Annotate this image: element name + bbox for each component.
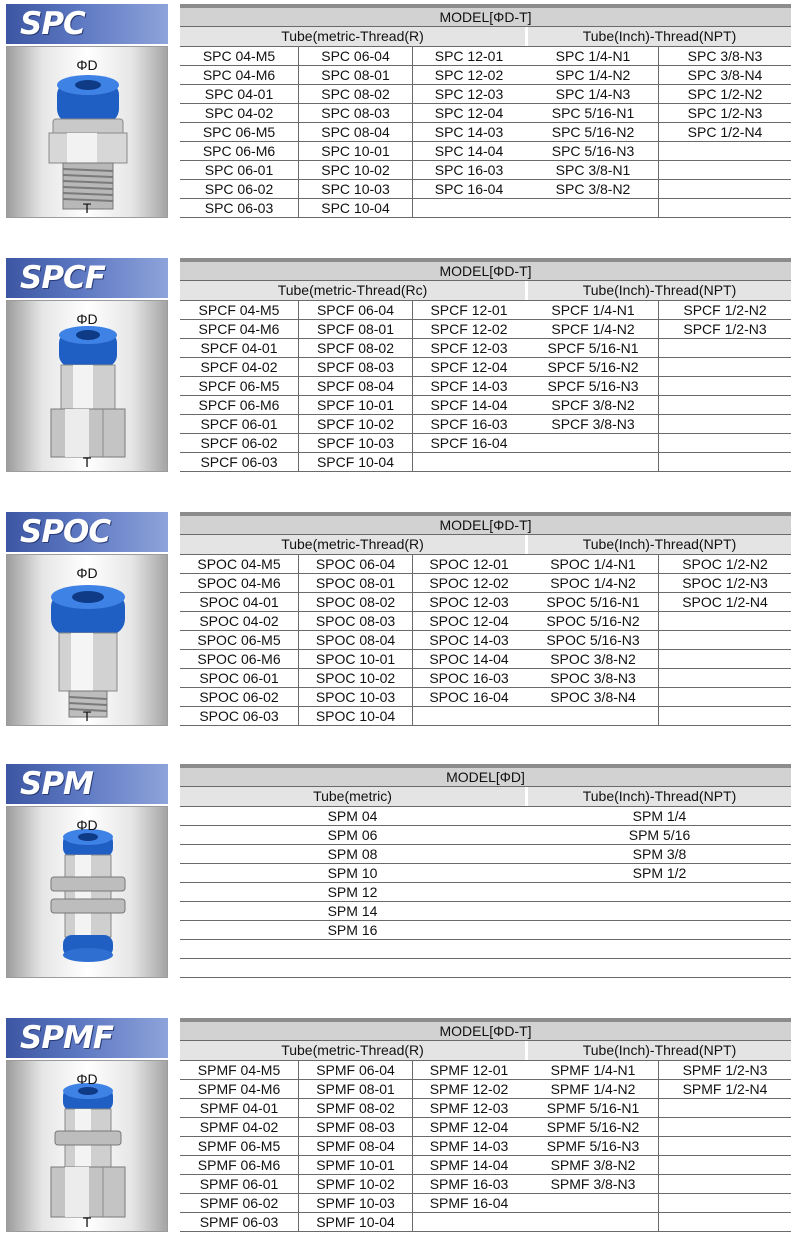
product-panel <box>6 764 168 978</box>
model-cell: SPCF 10-02 <box>298 415 412 433</box>
model-cell: SPOC 1/4-N2 <box>525 574 658 592</box>
diameter-label: ΦD <box>76 817 98 833</box>
table-body <box>180 301 791 472</box>
model-cell: SPC 3/8-N2 <box>525 180 658 198</box>
model-cell: SPC 3/8-N4 <box>658 66 791 84</box>
table-row <box>180 688 791 707</box>
model-cell <box>658 1118 791 1136</box>
product-panel <box>6 1018 168 1232</box>
model-cell: SPC 08-02 <box>298 85 412 103</box>
metric-column-header: Tube(metric) <box>313 788 392 804</box>
model-cell <box>658 612 791 630</box>
model-cell <box>412 707 525 725</box>
model-cell: SPC 10-04 <box>298 199 412 217</box>
model-cell: SPMF 3/8-N3 <box>525 1175 658 1193</box>
table-row <box>180 1175 791 1194</box>
model-cell <box>525 959 791 977</box>
model-cell: SPMF 04-M6 <box>197 1081 281 1097</box>
model-cell: SPOC 14-04 <box>412 650 525 668</box>
model-cell: SPOC 12-02 <box>412 574 525 592</box>
model-cell <box>658 669 791 687</box>
model-cell: SPCF 04-02 <box>200 359 278 375</box>
model-cell: SPOC 06-02 <box>199 689 279 705</box>
model-cell: SPCF 1/4-N2 <box>525 320 658 338</box>
model-cell: SPC 14-03 <box>412 123 525 141</box>
model-cell: SPOC 10-03 <box>298 688 412 706</box>
table-row <box>180 807 791 826</box>
model-cell: SPC 12-03 <box>412 85 525 103</box>
model-cell <box>658 1137 791 1155</box>
model-cell: SPOC 5/16-N2 <box>525 612 658 630</box>
model-cell: SPOC 06-03 <box>199 708 279 724</box>
model-cell <box>412 1213 525 1231</box>
model-cell <box>525 1194 658 1212</box>
table-row <box>180 180 791 199</box>
model-cell <box>525 434 658 452</box>
model-cell: SPC 16-04 <box>412 180 525 198</box>
model-cell: SPOC 06-M5 <box>197 632 281 648</box>
model-cell: SPOC 04-01 <box>199 594 279 610</box>
model-cell: SPMF 12-02 <box>412 1080 525 1098</box>
model-cell: SPMF 12-03 <box>412 1099 525 1117</box>
model-cell: SPMF 16-03 <box>412 1175 525 1193</box>
model-cell: SPMF 14-04 <box>412 1156 525 1174</box>
model-cell <box>525 921 791 939</box>
thread-label: T <box>82 200 92 216</box>
model-cell: SPM 12 <box>327 884 378 900</box>
table-body <box>180 1061 791 1232</box>
product-code-title: SPCF <box>6 258 168 298</box>
model-table <box>180 512 791 726</box>
model-cell: SPC 12-02 <box>412 66 525 84</box>
table-row <box>180 434 791 453</box>
inch-column-header: Tube(Inch)-Thread(NPT) <box>525 1041 791 1060</box>
model-cell: SPMF 10-02 <box>298 1175 412 1193</box>
model-cell <box>658 631 791 649</box>
model-cell <box>658 358 791 376</box>
model-cell: SPMF 06-04 <box>298 1061 412 1079</box>
product-panel <box>6 4 168 218</box>
table-row <box>180 415 791 434</box>
diameter-label: ΦD <box>76 311 98 327</box>
model-cell: SPC 5/16-N3 <box>525 142 658 160</box>
model-cell: SPOC 1/2-N4 <box>658 593 791 611</box>
model-cell: SPCF 04-01 <box>200 340 278 356</box>
table-row <box>180 650 791 669</box>
model-cell: SPC 04-01 <box>204 86 274 102</box>
inch-column-header: Tube(Inch)-Thread(NPT) <box>525 535 791 554</box>
table-row <box>180 1061 791 1080</box>
table-row <box>180 612 791 631</box>
model-cell <box>658 688 791 706</box>
model-cell: SPOC 04-M6 <box>197 575 281 591</box>
model-cell: SPC 1/4-N2 <box>525 66 658 84</box>
model-cell: SPOC 1/4-N1 <box>525 555 658 573</box>
model-cell: SPOC 12-03 <box>412 593 525 611</box>
table-row <box>180 199 791 218</box>
model-cell: SPMF 14-03 <box>412 1137 525 1155</box>
model-cell <box>658 453 791 471</box>
model-cell: SPC 06-M5 <box>202 124 276 140</box>
model-cell <box>658 1213 791 1231</box>
model-cell: SPMF 08-04 <box>298 1137 412 1155</box>
model-cell: SPCF 16-03 <box>412 415 525 433</box>
model-cell: SPCF 06-01 <box>200 416 278 432</box>
product-code-title: SPC <box>6 4 168 44</box>
model-cell <box>658 1156 791 1174</box>
model-cell <box>658 199 791 217</box>
model-cell: SPM 1/4 <box>525 807 791 825</box>
model-cell <box>658 415 791 433</box>
metric-column-header: Tube(metric-Thread(R) <box>281 28 424 44</box>
column-group-headers <box>180 787 791 807</box>
model-cell: SPCF 3/8-N2 <box>525 396 658 414</box>
table-row <box>180 921 791 940</box>
model-cell: SPC 1/2-N4 <box>658 123 791 141</box>
model-cell: SPMF 06-02 <box>199 1195 279 1211</box>
diameter-label: ΦD <box>76 57 98 73</box>
model-cell: SPM 04 <box>327 808 378 824</box>
column-group-headers <box>180 27 791 47</box>
inch-column-header: Tube(Inch)-Thread(NPT) <box>525 281 791 300</box>
model-cell: SPMF 04-02 <box>199 1119 279 1135</box>
model-cell <box>658 377 791 395</box>
model-header: MODEL[ΦD] <box>180 768 791 787</box>
model-cell: SPCF 10-01 <box>298 396 412 414</box>
model-cell: SPC 12-01 <box>412 47 525 65</box>
model-cell: SPCF 5/16-N1 <box>525 339 658 357</box>
table-row <box>180 669 791 688</box>
model-cell: SPMF 1/4-N2 <box>525 1080 658 1098</box>
model-cell: SPC 06-M6 <box>202 143 276 159</box>
model-cell: SPOC 06-M6 <box>197 651 281 667</box>
model-cell: SPOC 04-M5 <box>197 556 281 572</box>
model-cell: SPMF 10-01 <box>298 1156 412 1174</box>
table-row <box>180 883 791 902</box>
thread-label: T <box>82 708 92 724</box>
diameter-label: ΦD <box>76 565 98 581</box>
table-row <box>180 66 791 85</box>
metric-column-header: Tube(metric-Thread(R) <box>281 1042 424 1058</box>
model-cell: SPC 1/2-N2 <box>658 85 791 103</box>
model-cell: SPMF 06-03 <box>199 1214 279 1230</box>
table-row <box>180 707 791 726</box>
model-cell: SPOC 06-01 <box>199 670 279 686</box>
model-cell: SPCF 16-04 <box>412 434 525 452</box>
table-row <box>180 631 791 650</box>
table-row <box>180 845 791 864</box>
model-cell: SPC 5/16-N1 <box>525 104 658 122</box>
model-cell <box>525 453 658 471</box>
model-cell: SPC 10-03 <box>298 180 412 198</box>
product-image <box>6 300 168 472</box>
table-row <box>180 1213 791 1232</box>
table-row <box>180 574 791 593</box>
table-body <box>180 555 791 726</box>
model-cell: SPMF 12-01 <box>412 1061 525 1079</box>
model-cell: SPC 14-04 <box>412 142 525 160</box>
product-image <box>6 46 168 218</box>
product-code-title: SPMF <box>6 1018 168 1058</box>
model-cell: SPOC 1/2-N3 <box>658 574 791 592</box>
table-row <box>180 902 791 921</box>
model-cell: SPC 1/4-N1 <box>525 47 658 65</box>
model-cell: SPC 04-M5 <box>202 48 276 64</box>
model-cell: SPCF 12-01 <box>412 301 525 319</box>
model-cell: SPCF 14-03 <box>412 377 525 395</box>
model-cell <box>658 339 791 357</box>
model-cell: SPOC 3/8-N3 <box>525 669 658 687</box>
model-cell: SPCF 08-04 <box>298 377 412 395</box>
model-header: MODEL[ΦD-T] <box>180 516 791 535</box>
product-image <box>6 1060 168 1232</box>
model-cell: SPMF 5/16-N3 <box>525 1137 658 1155</box>
model-cell <box>658 1194 791 1212</box>
model-cell: SPM 10 <box>327 865 378 881</box>
model-table <box>180 1018 791 1232</box>
column-group-headers <box>180 535 791 555</box>
model-cell: SPC 04-M6 <box>202 67 276 83</box>
model-cell: SPOC 12-04 <box>412 612 525 630</box>
model-cell: SPOC 16-03 <box>412 669 525 687</box>
model-cell <box>658 180 791 198</box>
model-cell <box>658 396 791 414</box>
table-row <box>180 1118 791 1137</box>
metric-column-header: Tube(metric-Thread(Rc) <box>277 282 428 298</box>
model-cell: SPOC 5/16-N3 <box>525 631 658 649</box>
table-row <box>180 1080 791 1099</box>
model-cell: SPC 10-01 <box>298 142 412 160</box>
model-cell: SPOC 06-04 <box>298 555 412 573</box>
model-cell: SPC 06-02 <box>204 181 274 197</box>
model-cell: SPC 1/4-N3 <box>525 85 658 103</box>
model-cell: SPCF 08-03 <box>298 358 412 376</box>
model-cell: SPOC 1/2-N2 <box>658 555 791 573</box>
model-cell: SPC 04-02 <box>204 105 274 121</box>
model-cell <box>525 707 658 725</box>
model-cell: SPMF 06-M6 <box>197 1157 281 1173</box>
model-cell: SPCF 1/4-N1 <box>525 301 658 319</box>
model-cell: SPCF 10-04 <box>298 453 412 471</box>
model-cell: SPM 3/8 <box>525 845 791 863</box>
model-table <box>180 4 791 218</box>
model-cell: SPCF 12-02 <box>412 320 525 338</box>
table-row <box>180 377 791 396</box>
model-cell: SPM 1/2 <box>525 864 791 882</box>
inch-column-header: Tube(Inch)-Thread(NPT) <box>525 27 791 46</box>
model-cell <box>180 959 525 977</box>
table-row <box>180 1137 791 1156</box>
model-cell: SPOC 08-01 <box>298 574 412 592</box>
table-row <box>180 864 791 883</box>
table-row <box>180 358 791 377</box>
model-cell: SPOC 12-01 <box>412 555 525 573</box>
model-cell: SPOC 10-04 <box>298 707 412 725</box>
model-cell: SPMF 1/2-N4 <box>658 1080 791 1098</box>
model-cell: SPCF 04-M6 <box>198 321 280 337</box>
model-cell <box>525 902 791 920</box>
model-header: MODEL[ΦD-T] <box>180 8 791 27</box>
model-cell: SPOC 08-03 <box>298 612 412 630</box>
model-cell: SPMF 10-04 <box>298 1213 412 1231</box>
model-cell: SPC 08-01 <box>298 66 412 84</box>
model-cell: SPCF 5/16-N3 <box>525 377 658 395</box>
table-row <box>180 339 791 358</box>
model-cell: SPC 08-03 <box>298 104 412 122</box>
diameter-label: ΦD <box>76 1071 98 1087</box>
model-cell: SPMF 04-M5 <box>197 1062 281 1078</box>
model-cell: SPC 10-02 <box>298 161 412 179</box>
model-cell: SPOC 10-02 <box>298 669 412 687</box>
model-cell: SPOC 3/8-N4 <box>525 688 658 706</box>
model-cell: SPM 5/16 <box>525 826 791 844</box>
table-row <box>180 1099 791 1118</box>
model-cell: SPMF 12-04 <box>412 1118 525 1136</box>
model-cell: SPCF 12-04 <box>412 358 525 376</box>
model-cell: SPMF 5/16-N1 <box>525 1099 658 1117</box>
table-row <box>180 555 791 574</box>
model-cell: SPCF 04-M5 <box>198 302 280 318</box>
model-cell: SPCF 12-03 <box>412 339 525 357</box>
model-cell: SPC 12-04 <box>412 104 525 122</box>
model-cell <box>658 1099 791 1117</box>
model-cell: SPCF 06-M5 <box>198 378 280 394</box>
model-cell: SPC 06-01 <box>204 162 274 178</box>
model-cell: SPCF 08-01 <box>298 320 412 338</box>
model-cell: SPM 08 <box>327 846 378 862</box>
column-group-headers <box>180 1041 791 1061</box>
model-cell: SPC 08-04 <box>298 123 412 141</box>
model-cell: SPC 5/16-N2 <box>525 123 658 141</box>
model-cell <box>525 1213 658 1231</box>
table-body <box>180 807 791 978</box>
model-cell: SPMF 08-03 <box>298 1118 412 1136</box>
model-cell: SPM 16 <box>327 922 378 938</box>
thread-label: T <box>82 454 92 470</box>
model-cell: SPMF 1/2-N3 <box>658 1061 791 1079</box>
model-cell: SPMF 06-01 <box>199 1176 279 1192</box>
model-cell: SPOC 14-03 <box>412 631 525 649</box>
model-cell <box>658 161 791 179</box>
product-code-title: SPOC <box>6 512 168 552</box>
model-cell: SPOC 3/8-N2 <box>525 650 658 668</box>
model-cell: SPMF 16-04 <box>412 1194 525 1212</box>
metric-column-header: Tube(metric-Thread(R) <box>281 536 424 552</box>
model-cell: SPCF 06-02 <box>200 435 278 451</box>
model-cell <box>658 142 791 160</box>
table-row <box>180 826 791 845</box>
model-cell <box>658 1175 791 1193</box>
model-cell: SPOC 16-04 <box>412 688 525 706</box>
model-cell <box>525 940 791 958</box>
table-row <box>180 320 791 339</box>
model-cell <box>658 434 791 452</box>
model-cell: SPC 1/2-N3 <box>658 104 791 122</box>
model-cell: SPC 3/8-N1 <box>525 161 658 179</box>
model-cell: SPMF 06-M5 <box>197 1138 281 1154</box>
model-cell: SPOC 08-04 <box>298 631 412 649</box>
model-cell <box>412 453 525 471</box>
model-cell: SPCF 1/2-N3 <box>658 320 791 338</box>
table-row <box>180 161 791 180</box>
model-cell <box>658 650 791 668</box>
model-header: MODEL[ΦD-T] <box>180 1022 791 1041</box>
model-cell: SPC 3/8-N3 <box>658 47 791 65</box>
table-row <box>180 301 791 320</box>
model-cell: SPCF 5/16-N2 <box>525 358 658 376</box>
product-panel <box>6 512 168 726</box>
product-panel <box>6 258 168 472</box>
table-row <box>180 85 791 104</box>
inch-column-header: Tube(Inch)-Thread(NPT) <box>525 787 791 806</box>
model-cell: SPMF 1/4-N1 <box>525 1061 658 1079</box>
model-cell: SPCF 1/2-N2 <box>658 301 791 319</box>
model-cell: SPCF 06-03 <box>200 454 278 470</box>
model-cell: SPOC 5/16-N1 <box>525 593 658 611</box>
model-cell: SPC 06-03 <box>204 200 274 216</box>
model-cell: SPCF 06-04 <box>298 301 412 319</box>
product-image <box>6 806 168 978</box>
model-cell: SPC 16-03 <box>412 161 525 179</box>
model-cell: SPC 06-04 <box>298 47 412 65</box>
table-row <box>180 104 791 123</box>
table-row <box>180 593 791 612</box>
table-row <box>180 47 791 66</box>
model-cell: SPMF 08-02 <box>298 1099 412 1117</box>
product-code-title: SPM <box>6 764 168 804</box>
model-cell <box>525 883 791 901</box>
table-row <box>180 1194 791 1213</box>
model-cell: SPM 14 <box>327 903 378 919</box>
model-cell: SPOC 04-02 <box>199 613 279 629</box>
table-row <box>180 142 791 161</box>
model-cell: SPCF 10-03 <box>298 434 412 452</box>
model-cell <box>412 199 525 217</box>
thread-label: T <box>82 1214 92 1230</box>
model-cell: SPMF 08-01 <box>298 1080 412 1098</box>
product-image <box>6 554 168 726</box>
model-cell: SPMF 10-03 <box>298 1194 412 1212</box>
model-cell: SPMF 5/16-N2 <box>525 1118 658 1136</box>
model-cell: SPMF 3/8-N2 <box>525 1156 658 1174</box>
model-cell: SPMF 04-01 <box>199 1100 279 1116</box>
model-cell: SPCF 14-04 <box>412 396 525 414</box>
table-row <box>180 959 791 978</box>
table-row <box>180 396 791 415</box>
model-cell: SPM 06 <box>327 827 378 843</box>
model-header: MODEL[ΦD-T] <box>180 262 791 281</box>
model-cell <box>525 199 658 217</box>
model-cell: SPOC 08-02 <box>298 593 412 611</box>
model-cell: SPOC 10-01 <box>298 650 412 668</box>
column-group-headers <box>180 281 791 301</box>
model-cell: SPCF 3/8-N3 <box>525 415 658 433</box>
model-cell <box>658 707 791 725</box>
model-cell: SPCF 08-02 <box>298 339 412 357</box>
model-table <box>180 764 791 978</box>
table-row <box>180 453 791 472</box>
table-row <box>180 940 791 959</box>
table-row <box>180 1156 791 1175</box>
table-body <box>180 47 791 218</box>
model-cell: SPCF 06-M6 <box>198 397 280 413</box>
model-table <box>180 258 791 472</box>
model-cell <box>180 940 525 958</box>
table-row <box>180 123 791 142</box>
